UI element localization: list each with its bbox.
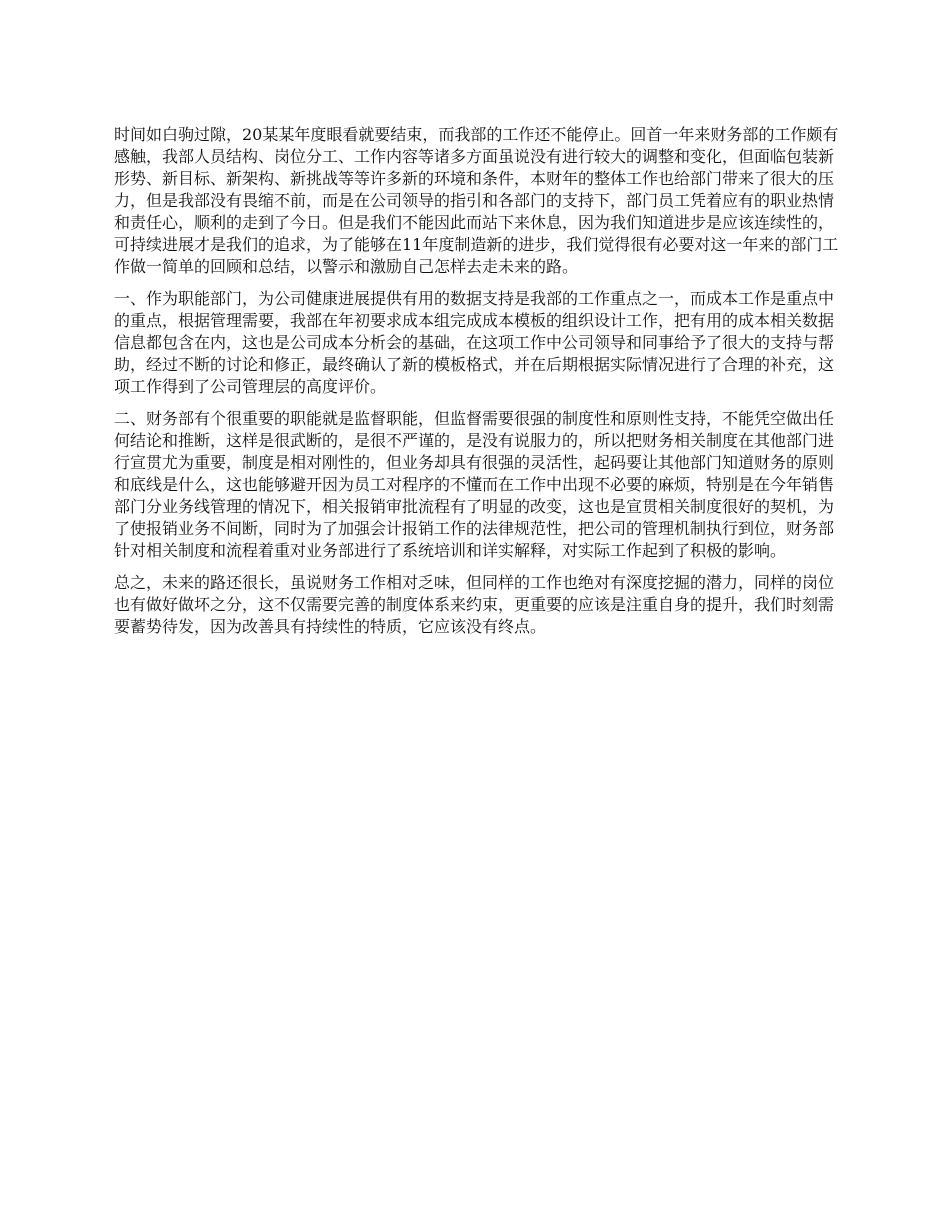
paragraph-section-two: 二、财务部有个很重要的职能就是监督职能，但监督需要很强的制度性和原则性支持，不能凭空做出任何结论和推断，这样是很武断的，是很不严谨的，是没有说服力的，所以把财务相关制度在其他部门进行宣贯尤为重要，制度是相对刚性的，但业务却具有很强的灵活性，起码要让其他部门知道财务的原则和底线是什么，这也能够避开因为员工对程序的不懂而在工作中出现不必要的麻烦，特别是在今年销售部门分业务线管理的情况下，相关报销审批流程有了明显的改变，这也是宣贯相关制度很好的契机，为了使报销业务不间断，同时为了加强会计报销工作的法律规范性，把公司的管理机制执行到位，财务部针对相关制度和流程着重对业务部进行了系统培训和详实解释，对实际工作起到了积极的影响。 xyxy=(114,409,835,560)
document-body xyxy=(114,124,839,648)
paragraph-conclusion: 总之，未来的路还很长，虽说财务工作相对乏味，但同样的工作也绝对有深度挖掘的潜力，同样的岗位也有做好做坏之分，这不仅需要完善的制度体系来约束，更重要的应该是注重自身的提升，我们时刻需要蓄势待发，因为改善具有持续性的特质，它应该没有终点。 xyxy=(114,573,835,636)
paragraph-section-one: 一、作为职能部门，为公司健康进展提供有用的数据支持是我部的工作重点之一，而成本工作是重点中的重点，根据管理需要，我部在年初要求成本组完成成本模板的组织设计工作，把有用的成本相关数据信息都包含在内，这也是公司成本分析会的基础，在这项工作中公司领导和同事给予了很大的支持与帮助，经过不断的讨论和修正，最终确认了新的模板格式，并在后期根据实际情况进行了合理的补充，这项工作得到了公司管理层的高度评价。 xyxy=(114,289,835,396)
paragraph-intro: 时间如白驹过隙，20某某年度眼看就要结束，而我部的工作还不能停止。回首一年来财务部的工作颇有感触，我部人员结构、岗位分工、工作内容等诸多方面虽说没有进行较大的调整和变化，但面临包装新形势、新目标、新架构、新挑战等等许多新的环境和条件，本财年的整体工作也给部门带来了很大的压力，但是我部没有畏缩不前，而是在公司领导的指引和各部门的支持下，部门员工凭着应有的职业热情和责任心，顺利的走到了今日。但是我们不能因此而站下来休息，因为我们知道进步是应该连续性的，可持续进展才是我们的追求，为了能够在11年度制造新的进步，我们觉得很有必要对这一年来的部门工作做一简单的回顾和总结，以警示和激励自己怎样去走未来的路。 xyxy=(114,125,839,276)
